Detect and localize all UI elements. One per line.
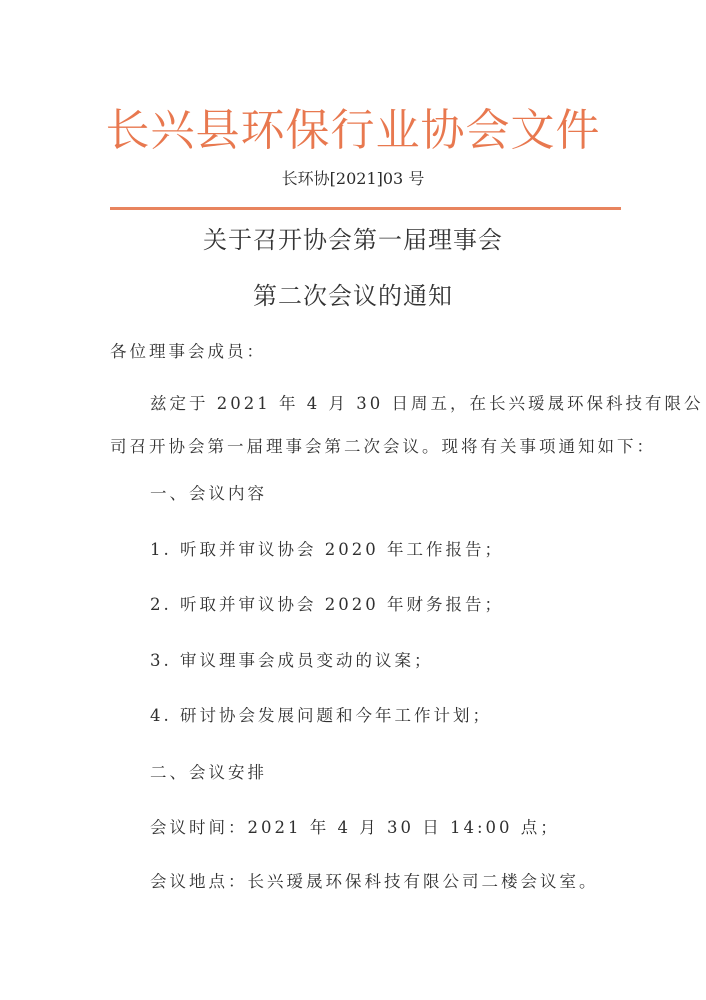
- salutation: 各位理事会成员：: [110, 342, 266, 361]
- meeting-time: 会议时间：2021 年 4 月 30 日 14:00 点；: [150, 818, 560, 837]
- masthead-title: 长兴县环保行业协会文件: [105, 105, 601, 156]
- agenda-item: 1. 听取并审议协会 2020 年工作报告；: [150, 540, 504, 559]
- document-number: 长环协[2021]03 号: [281, 169, 425, 188]
- meeting-location: 会议地点：长兴瑷晟环保科技有限公司二楼会议室。: [150, 872, 599, 891]
- notice-title-line-2: 第二次会议的通知: [253, 282, 453, 310]
- section-heading-meeting-arrangement: 二、会议安排: [150, 763, 267, 782]
- notice-title-line-1: 关于召开协会第一届理事会: [203, 226, 503, 254]
- section-heading-meeting-content: 一、会议内容: [150, 484, 267, 503]
- intro-paragraph-line-2: 司召开协会第一届理事会第二次会议。现将有关事项通知如下：: [110, 437, 656, 456]
- agenda-item: 4. 研讨协会发展问题和今年工作计划；: [150, 706, 492, 725]
- intro-paragraph-line-1: 兹定于 2021 年 4 月 30 日周五，在长兴瑷晟环保科技有限公: [150, 394, 704, 413]
- agenda-item: 2. 听取并审议协会 2020 年财务报告；: [150, 595, 504, 614]
- red-separator-line: [110, 207, 621, 210]
- agenda-item: 3. 审议理事会成员变动的议案；: [150, 651, 434, 670]
